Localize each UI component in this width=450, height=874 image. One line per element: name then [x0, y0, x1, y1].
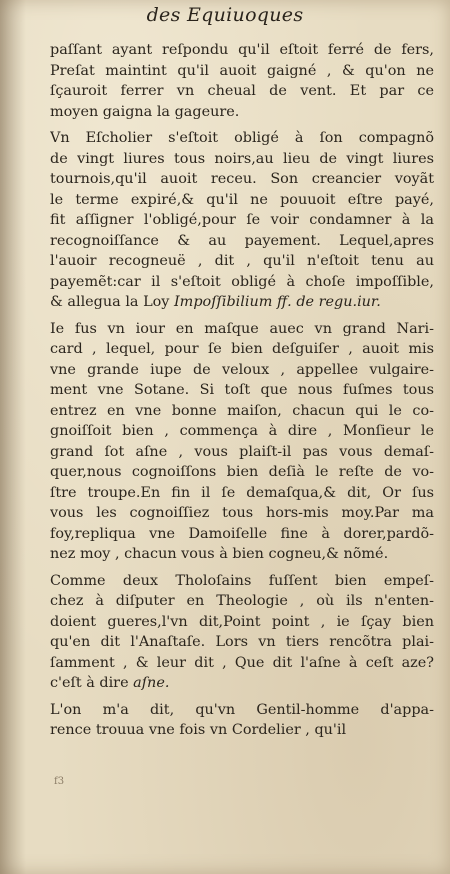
text-line	[50, 40, 434, 61]
text-line	[50, 292, 434, 313]
text-line	[50, 81, 434, 102]
text-segment: le terme expiré,& qu'il ne pouuoit eſtre payé,	[50, 191, 434, 208]
text-segment: ſtre troupe.En fin il ſe demaſqua,& dit, Or ſus	[50, 484, 434, 501]
text-segment: quer,nous cognoiſſons bien deſià le reſte de vo-	[50, 464, 434, 480]
text-line	[50, 612, 434, 633]
text-segment: l'auoir recogneuë , dit , qu'il n'eſtoit tenu au	[50, 253, 434, 269]
text-line	[50, 272, 434, 293]
folio-mark: f3	[54, 776, 65, 787]
text-line	[50, 210, 434, 231]
text-segment: paſſant ayant reſpondu qu'il eſtoit ferré de fers,	[50, 42, 434, 58]
paragraph	[50, 700, 434, 741]
text-line	[50, 319, 434, 340]
text-line	[50, 190, 434, 211]
paragraph	[50, 40, 434, 122]
text-segment: ſçauroit ferrer vn cheual de vent. Et par ce	[50, 83, 434, 99]
italic-text: Impoſſibilium ff. de regu.iur.	[174, 294, 381, 310]
text-line	[50, 380, 434, 401]
text-segment: & allegua la Loy	[50, 294, 174, 310]
text-segment: Vn Eſcholier s'eſtoit obligé à ſon compagnõ	[50, 130, 434, 146]
text-segment: Comme deux Tholoſains fuſſent bien empeſ-	[50, 572, 434, 589]
italic-text: aſne.	[133, 675, 170, 691]
text-segment: payemẽt:car il s'eſtoit obligé à choſe impoſſible,	[50, 273, 434, 290]
gutter-shadow	[0, 0, 26, 874]
text-line	[50, 61, 434, 82]
text-segment: Preſat maintint qu'il auoit gaigné , & qu'on ne	[50, 62, 434, 79]
text-segment: ment vne Sotane. Si toſt que nous fuſmes tous	[50, 382, 434, 398]
text-segment: vne grande iupe de veloux , appellee vulgaire-	[50, 361, 434, 378]
text-line	[50, 483, 434, 504]
text-segment: tournois,qu'il auoit receu. Son creancier voyãt	[50, 171, 434, 187]
text-segment: Ie fus vn iour en maſque auec vn grand Nari-	[50, 320, 434, 337]
text-line	[50, 128, 434, 149]
text-line	[50, 653, 434, 674]
text-line	[50, 401, 434, 422]
text-line	[50, 591, 434, 612]
text-segment: ſamment , & leur dit , Que dit l'aſne à ceſt aze?	[50, 654, 434, 671]
text-line	[50, 673, 434, 694]
text-line	[50, 149, 434, 170]
text-segment: qu'en dit l'Anaſtaſe. Lors vn tiers rencõtra plai-	[50, 634, 434, 650]
body-text	[50, 40, 434, 741]
text-segment: c'eſt à dire	[50, 675, 134, 691]
text-segment: vous les cognoiſſiez tous hors-mis moy.Par ma	[50, 505, 434, 521]
running-head: des Equiuoques	[146, 4, 304, 26]
text-line	[50, 503, 434, 524]
paragraph	[50, 571, 434, 694]
text-segment: fit aſſigner l'obligé,pour ſe voir condamner à la	[50, 212, 434, 228]
paragraph	[50, 319, 434, 565]
text-segment: foy,repliqua vne Damoiſelle fine à dorer,pardõ-	[50, 525, 434, 542]
text-segment: card , lequel, pour ſe bien deſguiſer , auoit mis	[50, 341, 434, 357]
text-line	[50, 632, 434, 653]
text-line	[50, 421, 434, 442]
text-segment: moyen gaigna la gageure.	[50, 103, 240, 120]
text-segment: nez moy , chacun vous à bien cogneu,& nõmé.	[50, 546, 389, 562]
text-segment: recognoiſſance & au payement. Lequel,apres	[50, 232, 434, 249]
text-segment: chez à diſputer en Theologie , où ils n'enten-	[50, 593, 434, 609]
text-segment: L'on m'a dit, qu'vn Gentil-homme d'appa-	[50, 701, 434, 718]
text-segment: grand ſot aſne , vous plaiſt-il pas vous demaſ-	[50, 443, 434, 460]
text-line	[50, 462, 434, 483]
text-line	[50, 700, 434, 721]
text-line	[50, 544, 434, 565]
text-line	[50, 339, 434, 360]
text-line	[50, 720, 434, 741]
text-segment: rence trouua vne fois vn Cordelier , qu'il	[50, 722, 347, 738]
text-segment: de vingt liures tous noirs,au lieu de vingt liures	[50, 150, 434, 167]
text-line	[50, 102, 434, 123]
text-line	[50, 442, 434, 463]
text-segment: entrez en vne bonne maiſon, chacun qui le co-	[50, 402, 434, 419]
text-segment: gnoiſſoit bien , commença à dire , Monſieur le	[50, 423, 434, 439]
paragraph	[50, 128, 434, 313]
text-line	[50, 571, 434, 592]
text-line	[50, 231, 434, 252]
text-line	[50, 360, 434, 381]
text-line	[50, 169, 434, 190]
text-line	[50, 251, 434, 272]
text-segment: doient gueres,l'vn dit,Point point , ie ſçay bien	[50, 613, 434, 630]
text-line	[50, 524, 434, 545]
